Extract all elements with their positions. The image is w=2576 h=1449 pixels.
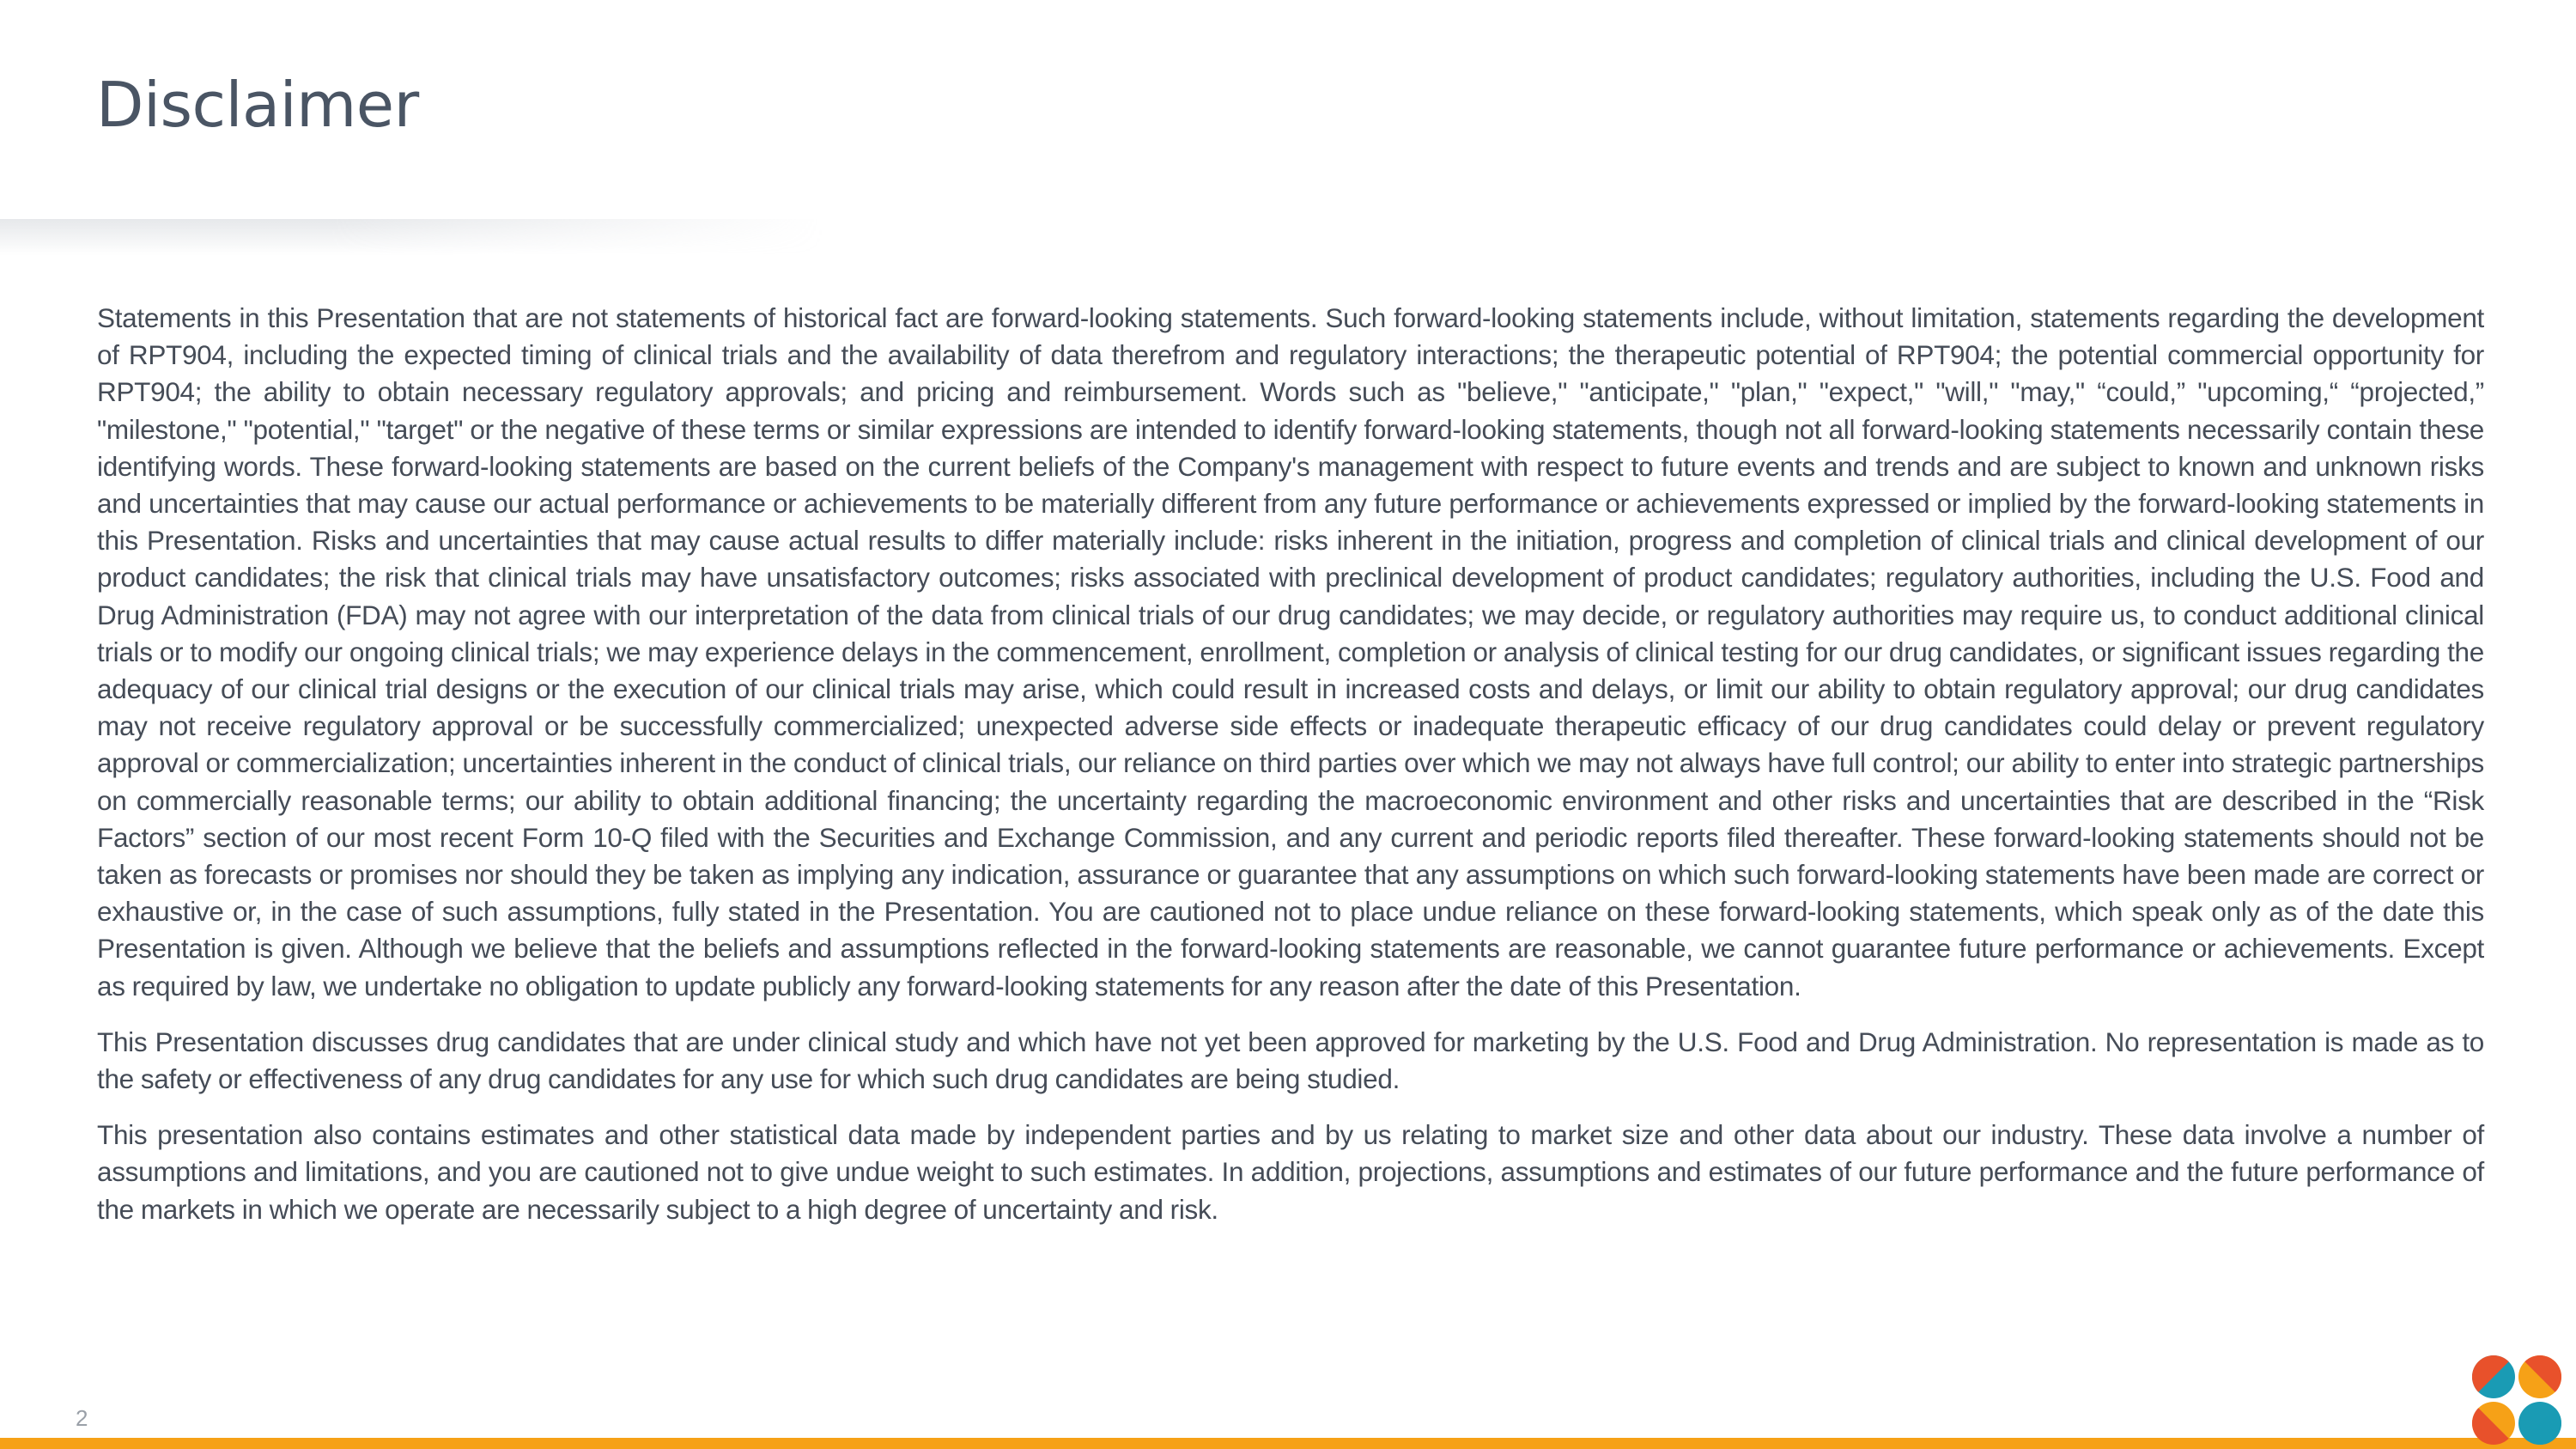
logo-petal-top-left: [2472, 1355, 2515, 1398]
disclaimer-paragraph-forward-looking: Statements in this Presentation that are not statements of historical fact are forward-looking statements. Such forward-looking statements include, without limitation, statements regarding the development of RPT904, including the expected timing of clinical trials and the availability of data therefrom and regulatory interactions; the therapeutic potential of RPT904; the potential commercial opportunity for RPT904; the ability to obtain necessary regulatory approvals; and pricing and reimbursement. Words such as "believe," "anticipate," "plan," "expect," "will," "may," “could,” "upcoming,“ “projected,” "milestone," "potential," "target" or the negative of these terms or similar expressions are intended to identify forward-looking statements, though not all forward-looking statements necessarily contain these identifying words. These forward-looking statements are based on the current beliefs of the Company's management with respect to future events and trends and are subject to known and unknown risks and uncertainties that may cause our actual performance or achievements to be materially different from any future performance or achievements expressed or implied by the forward-looking statements in this Presentation. Risks and uncertainties that may cause actual results to differ materially include: risks inherent in the initiation, progress and completion of clinical trials and clinical development of our product candidates; the risk that clinical trials may have unsatisfactory outcomes; risks associated with preclinical development of product candidates; regulatory authorities, including the U.S. Food and Drug Administration (FDA) may not agree with our interpretation of the data from clinical trials of our drug candidates; we may decide, or regulatory authorities may require us, to conduct additional clinical trials or to modify our ongoing clinical trials; we may experience delays in the commencement, enrollment, completion or analysis of clinical testing for our drug candidates, or significant issues regarding the adequacy of our clinical trial designs or the execution of our clinical trials may arise, which could result in increased costs and delays, or limit our ability to obtain regulatory approval; our drug candidates may not receive regulatory approval or be successfully commercialized; unexpected adverse side effects or inadequate therapeutic efficacy of our drug candidates could delay or prevent regulatory approval or commercialization; uncertainties inherent in the conduct of clinical trials, our reliance on third parties over which we may not always have full control; our ability to enter into strategic partnerships on commercially reasonable terms; our ability to obtain additional financing; the uncertainty regarding the macroeconomic environment and other risks and uncertainties that are described in the “Risk Factors” section of our most recent Form 10-Q filed with the Securities and Exchange Commission, and any current and periodic reports filed thereafter. These forward-looking statements should not be taken as forecasts or promises nor should they be taken as implying any indication, assurance or guarantee that any assumptions on which such forward-looking statements have been made are correct or exhaustive or, in the case of such assumptions, fully stated in the Presentation. You are cautioned not to place undue reliance on these forward-looking statements, which speak only as of the date this Presentation is given. Although we believe that the beliefs and assumptions reflected in the forward-looking statements are reasonable, we cannot guarantee future performance or achievements. Except as required by law, we undertake no obligation to update publicly any forward-looking statements for any reason after the date of this Presentation.: [97, 302, 2484, 1002]
disclaimer-body: [97, 300, 2484, 1247]
logo-petal-bottom-left: [2472, 1402, 2515, 1445]
footer-accent-bar: [0, 1438, 2576, 1449]
company-logo-icon: [2470, 1354, 2563, 1446]
disclaimer-paragraph-estimates: This presentation also contains estimates and other statistical data made by independent parties and by us relating to market size and other data about our industry. These data involve a number of assumptions and limitations, and you are cautioned not to give undue weight to such estimates. In addition, projections, assumptions and estimates of our future performance and the future performance of the markets in which we operate are necessarily subject to a high degree of uncertainty and risk.: [97, 1119, 2484, 1225]
page-number: 2: [76, 1405, 88, 1431]
title-divider-shadow: [0, 219, 824, 255]
slide-title: Disclaimer: [96, 69, 419, 141]
disclaimer-paragraph-clinical-study: This Presentation discusses drug candidates that are under clinical study and which have not yet been approved for marketing by the U.S. Food and Drug Administration. No representation is made as to the safety or effectiveness of any drug candidates for any use for which such drug candidates are being studied.: [97, 1026, 2484, 1095]
logo-petal-top-right: [2518, 1355, 2561, 1398]
logo-petal-bottom-right: [2518, 1402, 2561, 1445]
